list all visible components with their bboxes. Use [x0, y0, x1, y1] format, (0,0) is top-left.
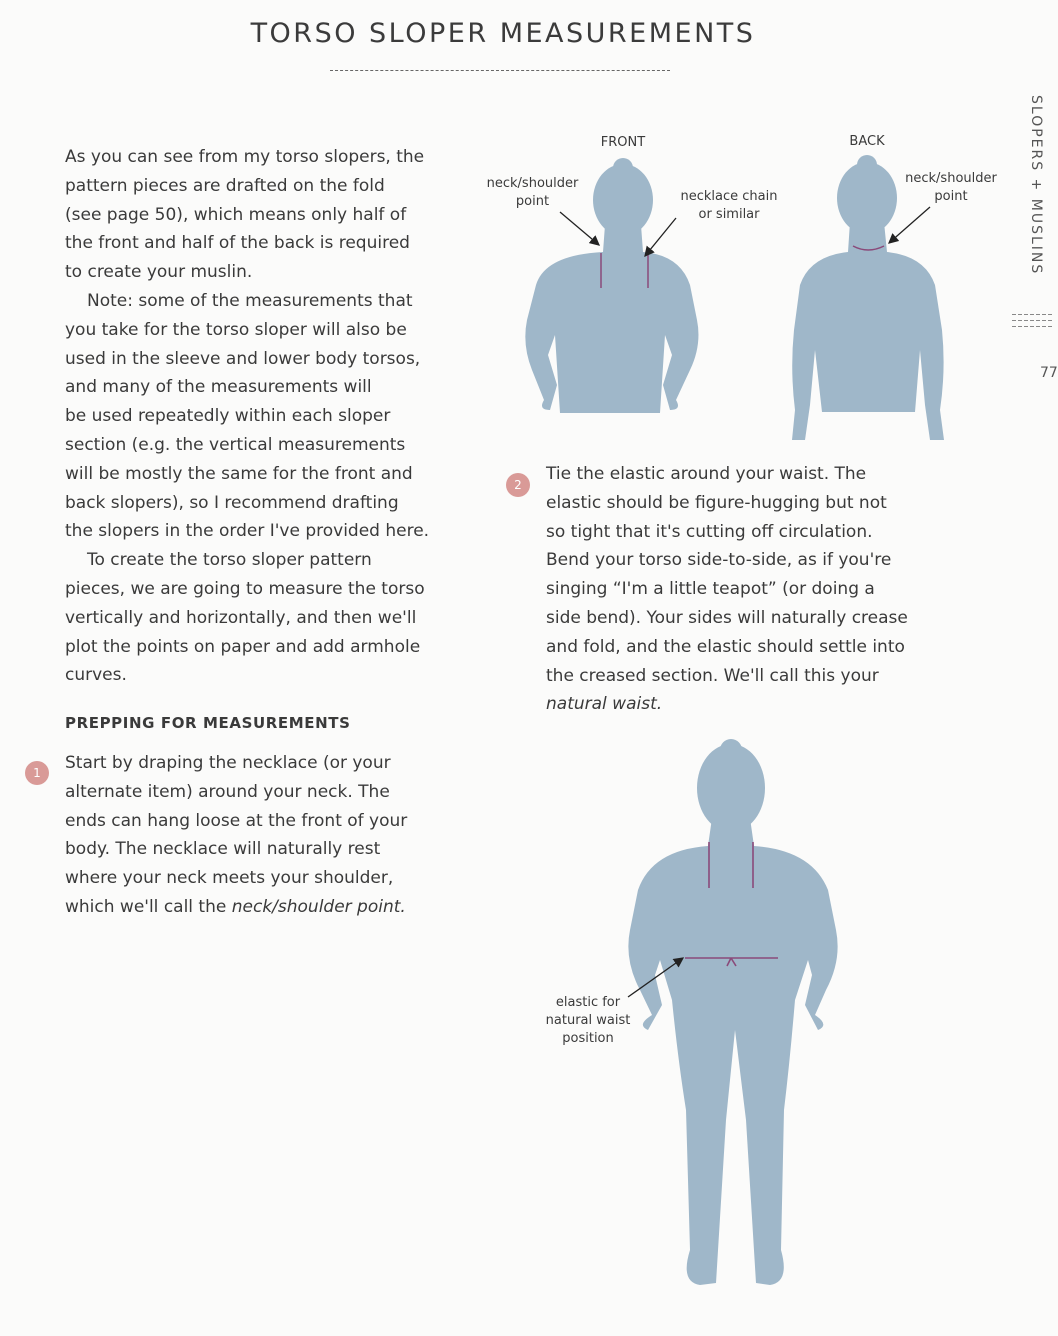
- text-line: be used repeatedly within each sloper: [65, 406, 391, 427]
- arrow-neck-shoulder-front: [560, 212, 599, 245]
- step-1-badge: 1: [25, 761, 49, 785]
- text-line: you take for the torso sloper will also be: [65, 319, 407, 340]
- text-line: the slopers in the order I've provided here.: [65, 521, 430, 542]
- label-neck-shoulder-back: [890, 170, 1012, 206]
- label-line: position: [562, 1031, 614, 1046]
- text-span: which we'll call the: [65, 896, 232, 917]
- text-line: Note: some of the measurements that: [87, 290, 413, 311]
- text-line: plot the points on paper and add armhole: [65, 636, 421, 657]
- full-body-figure: [628, 739, 837, 1285]
- term-emphasis: neck/shoulder point.: [231, 896, 406, 917]
- text-line: To create the torso sloper pattern: [87, 550, 372, 571]
- text-line: Start by draping the necklace (or your: [65, 753, 391, 773]
- text-line: used in the sleeve and lower body torsos,: [65, 348, 421, 369]
- text-line: singing “I'm a little teapot” (or doing a: [546, 579, 875, 600]
- text-line: pieces, we are going to measure the torso: [65, 578, 425, 599]
- label-line: or similar: [698, 207, 760, 222]
- section-heading: PREPPING FOR MEASUREMENTS: [65, 714, 351, 732]
- label-line: point: [515, 194, 550, 209]
- text-line: back slopers), so I recommend drafting: [65, 492, 399, 513]
- page-title: TORSO SLOPER MEASUREMENTS: [250, 18, 756, 49]
- label-line: neck/shoulder: [486, 176, 579, 191]
- text-line: section (e.g. the vertical measurements: [65, 434, 406, 455]
- label-neck-shoulder-front: [470, 175, 595, 211]
- step-2-badge: 2: [506, 473, 530, 497]
- text-line: pattern pieces are drafted on the fold: [65, 175, 385, 196]
- front-caption: FRONT: [600, 135, 646, 150]
- text-line: the front and half of the back is required: [65, 233, 410, 254]
- text-line: vertically and horizontally, and then we'll: [65, 607, 417, 628]
- text-line: As you can see from my torso slopers, the: [65, 147, 425, 167]
- text-line: where your neck meets your shoulder,: [65, 868, 394, 889]
- term-emphasis: natural waist.: [546, 694, 663, 715]
- back-caption: BACK: [849, 134, 885, 149]
- text-line: elastic should be figure-hugging but not: [546, 492, 887, 513]
- text-line: and many of the measurements will: [65, 377, 372, 398]
- text-line: alternate item) around your neck. The: [65, 781, 390, 802]
- text-line: Bend your torso side-to-side, as if you're: [546, 550, 892, 571]
- label-necklace-chain: [668, 188, 790, 224]
- text-line: Tie the elastic around your waist. The: [546, 464, 867, 484]
- text-line: curves.: [65, 665, 127, 686]
- page-number: 77: [1040, 365, 1058, 381]
- text-line: side bend). Your sides will naturally crease: [546, 607, 908, 628]
- text-line: (see page 50), which means only half of: [65, 204, 407, 225]
- label-line: necklace chain: [680, 189, 778, 204]
- text-line: the creased section. We'll call this your: [546, 665, 879, 686]
- label-elastic: [533, 994, 643, 1048]
- label-line: natural waist: [545, 1013, 631, 1028]
- text-line: ends can hang loose at the front of your: [65, 810, 408, 831]
- arrow-neck-shoulder-back: [889, 207, 930, 243]
- label-line: point: [934, 189, 968, 204]
- label-line: neck/shoulder: [905, 171, 997, 186]
- section-side-label: SLOPERS + MUSLINS: [1028, 95, 1044, 276]
- text-line: and fold, and the elastic should settle into: [546, 636, 905, 657]
- text-line: to create your muslin.: [65, 262, 253, 283]
- text-line: so tight that it's cutting off circulation.: [546, 521, 873, 542]
- label-line: elastic for: [555, 995, 621, 1010]
- text-line: body. The necklace will naturally rest: [65, 839, 381, 860]
- text-line: will be mostly the same for the front and: [65, 463, 413, 484]
